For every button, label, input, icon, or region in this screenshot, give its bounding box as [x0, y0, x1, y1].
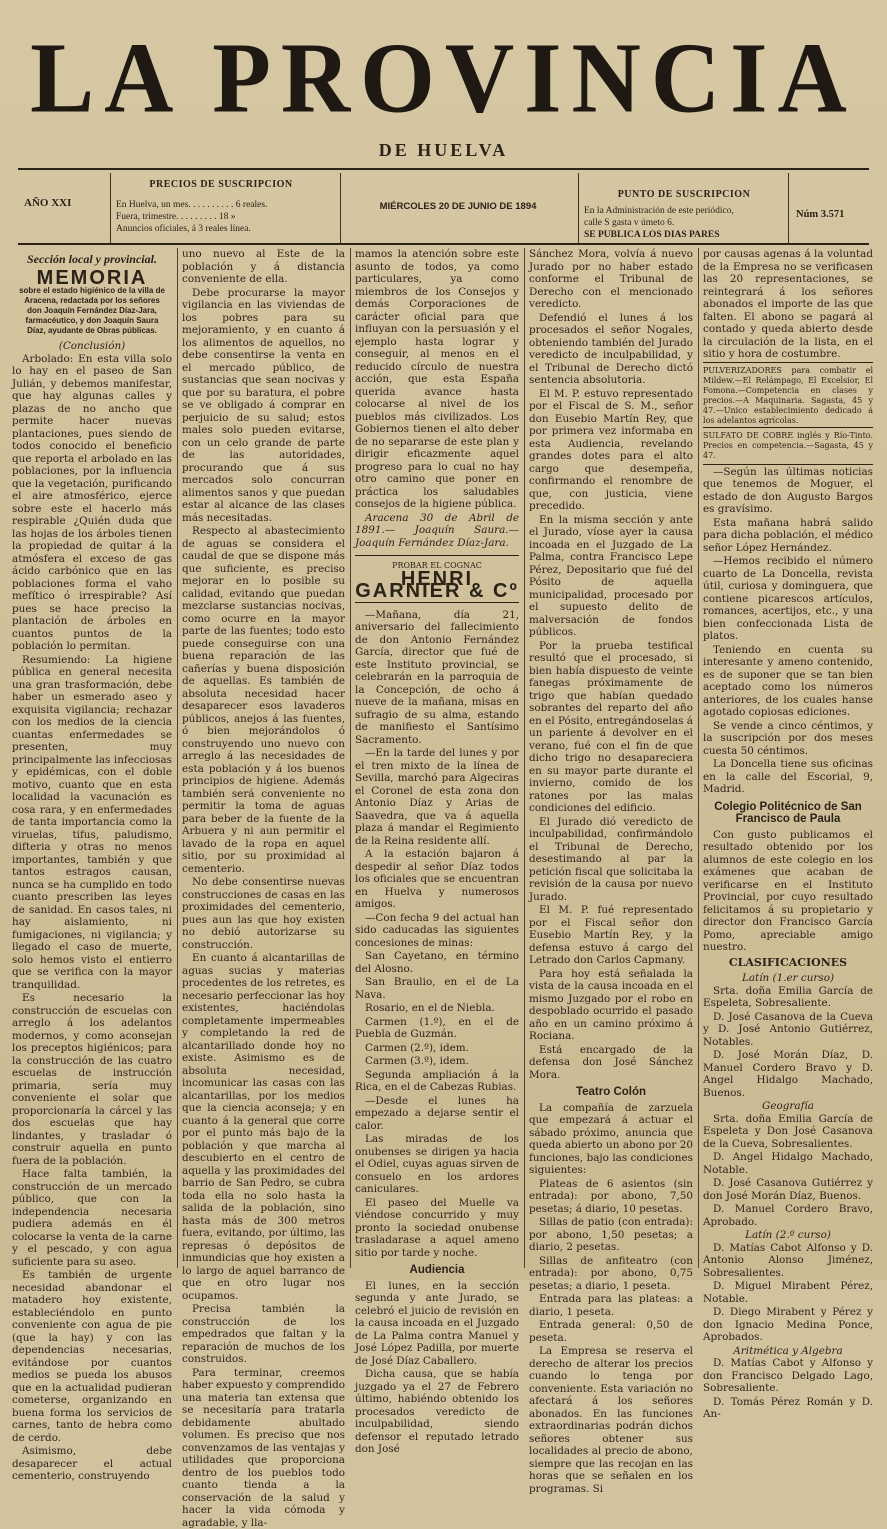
prices-line: En Huelva, un mes. . . . . . . . . . 6 reales.: [116, 199, 326, 211]
paragraph: Las miradas de los onubenses se dirigen ya hacia el Odiel, cuyas aguas sirven de consuelo en los ardores caniculares.: [355, 1133, 519, 1196]
ad-left-text: PROBAR EL COGNAC: [355, 560, 519, 573]
prices-line: Fuera, trimestre. . . . . . . . . 18 »: [116, 211, 326, 223]
memoria-title: MEMORIA: [12, 272, 172, 285]
paragraph: Entrada general: 0,50 de peseta.: [529, 1319, 693, 1344]
paragraph: mamos la atención sobre este asunto de todos, ya como particulares, ya como miembros de los Consejos y demás Corporaciones de carácter oficial para que influyan con la persuasión y el ejemplo hasta lograr y conseguir, al menos en el reducido círculo de nuestra acción, que esta España querida avance hasta colocarse al nivel de los pueblos más civilizados. Los Gobiernos tienen el alto deber de no separarse de este plan y dirigir eficazmente aquel progreso para lo cual no hay otro camino que poner en práctica los saludables consejos de la higiene pública.: [355, 248, 519, 511]
paragraph: Precisa también la construcción de los empedrados que faltan y la reparación de muchos de los construidos.: [182, 1303, 345, 1366]
paragraph: Es también de urgente necesidad abandonar el matadero hoy existente, estableciéndolo en punto conveniente con agua de pie (que la hay) y con las dependencias necesarias, evitándose por cuantos medios se pueda los abusos que en la actualidad pudieran cometerse, organizando en buena forma los servicios de carnes, tanto de hebra como de cerdo.: [12, 1269, 172, 1444]
list-item: Segunda ampliación á la Rica, en el de Cabezas Rubias.: [355, 1069, 519, 1094]
paragraph: uno nuevo al Este de la población y á distancia conveniente de ella.: [182, 248, 345, 286]
list-item: D. Angel Hidalgo Machado, Notable.: [703, 1151, 873, 1176]
column-1: [12, 248, 172, 1268]
divider: [340, 173, 341, 243]
paragraph: Debe procurarse la mayor vigilancia en las viviendas de los pobres para su mejoramiento, y en cuanto á los alimentos de aquellos, no debe consentirse la venta en el mercado público, de sustancias que sean nocivas y que por su baratura, el pobre se ve obligado á comprar en perjuicio de su salud; estos males solo pueden evitarse, con un celo grande de parte de las autoridades, procurando que á sus mercados solo concurran alimentos sanos y que puedan estar al alcance de las clases más necesitadas.: [182, 287, 345, 525]
point-line: En la Administración de este periódico,: [584, 205, 784, 217]
point-line: calle S gasta v úmeto 6.: [584, 217, 784, 229]
paragraph: En la misma sección y ante el Jurado, víose ayer la causa incoada en el Juzgado de La Palma, contra Francisco Lepe Pérez, Depositario que fué del Pósito de aquella municipalidad, procesado por el supuesto delito de malversación de fondos públicos.: [529, 514, 693, 639]
list-item: Carmen (1.º), en el de Puebla de Guzmán.: [355, 1016, 519, 1041]
paragraph: Sánchez Mora, volvía á nuevo Jurado por no haber estado conforme el Tribunal de Derecho con el mencionado veredicto.: [529, 248, 693, 311]
issue-date: MIÉRCOLES 20 DE JUNIO DE 1894: [353, 201, 563, 271]
list-item: D. Diego Mirabent y Pérez y don Ignacio Medina Ponce, Aprobados.: [703, 1306, 873, 1344]
subject-heading: Latín (1.er curso): [703, 972, 873, 985]
paragraph: Hace falta también, la construcción de un mercado público, que con la independencia necesaria pudiera además en él colocarse la venta de la carne y el pescado, y con agua suficiente para su aseo.: [12, 1168, 172, 1268]
paragraph: Plateas de 6 asientos (sin entrada): por abono, 7,50 pesetas; á diario, 10 pesetas.: [529, 1178, 693, 1216]
paragraph: El Jurado dió veredicto de inculpabilidad, confirmándolo el Tribunal de Derecho, desestimando al par la petición fiscal que solicitaba la revisión de la causa por nuevo Jurado.: [529, 816, 693, 904]
year-label: AÑO XXI: [24, 197, 109, 267]
column-4: [529, 248, 693, 1268]
audiencia-heading: Audiencia: [355, 1264, 519, 1277]
paragraph: Respecto al abastecimiento de aguas se considera el caudal de que se dispone más que suficiente, es preciso mejorar en lo posible su calidad, evitando que puedan mezclarse sustancias nocivas, como ocurre en la mayor parte de las fuentes; todo esto puede conseguirse con una buena reparación de las cañerías y buena disposición de aquellas. Es también de absoluta necesidad hacer desaparecer esos lavaderos públicos, anejos á las fuentes, ó bien mejorándolos ó construyendo uno nuevo con arreglo á las necesidades de esta población y á los buenos principios de higiene. Además también será conveniente no permitir la toma de aguas para beber de la fuente de la Arbuera y ni aun permitir el lavado de la ropa en aquel sitio, por su proximidad al cementerio.: [182, 525, 345, 875]
published-days: SE PUBLICA LOS DIAS PARES: [584, 229, 784, 241]
signature: Aracena 30 de Abril de 1891.— Joaquín Saura.—Joaquín Fernández Díaz-Jara.: [355, 512, 519, 550]
list-item: D. Manuel Cordero Bravo, Aprobado.: [703, 1203, 873, 1228]
paragraph: —Según las últimas noticias que tenemos de Moguer, el estado de don Augusto Bargos es gravísimo.: [703, 466, 873, 516]
sulfato-ad: SULFATO DE COBRE inglés y Río-Tinto. Precios en competencia.—Sagasta, 45 y 47.: [703, 427, 873, 465]
list-item: Rosario, en el de Niebla.: [355, 1002, 519, 1015]
paragraph: Asimismo, debe desaparecer el actual cementerio, construyendo: [12, 1445, 172, 1483]
divider: [110, 173, 111, 243]
prices-block: [116, 179, 326, 249]
section-title: Sección local y provincial.: [12, 253, 172, 266]
clasificaciones-heading: CLASIFICACIONES: [703, 957, 873, 970]
paragraph: La Doncella tiene sus oficinas en la calle del Escorial, 9, Madrid.: [703, 758, 873, 796]
paragraph: A la estación bajaron á despedir al señor Díaz todos los oficiales que se encuentran en Huelva y numerosos amigos.: [355, 848, 519, 911]
paragraph: El lunes, en la sección segunda y ante Jurado, se celebró el juicio de revisión en la causa incoada en el Juzgado de La Palma contra Manuel y José López Padilla, por muerte de José Díaz Caballero.: [355, 1280, 519, 1368]
list-item: Carmen (3.º), idem.: [355, 1055, 519, 1068]
masthead-subtitle: DE HUELVA: [0, 140, 887, 161]
column-3: [355, 248, 519, 1268]
paragraph: En cuanto á alcantarillas de aguas sucias y materias procedentes de los retretes, es necesario perfeccionar las hoy existentes, haciéndolas completamente impermeables y completando la red de alcantarillado donde hoy no existe. Asimismo es de absoluta necesidad, incomunicar las casas con las alcantarillas, por los medios que la ciencia aconseja; y en cuanto á la general que corre por el punto más bajo de la población y que marcha al descubierto en el centro de aquella y las proximidades del barrio de San Pedro, se cubra toda ella no solo hasta la salida de la población, sino hasta más de 300 metros fuera, evitando, por último, las represas ó depósitos de inmundicias que hoy existen a lo largo de aquel barranco de que en otro lugar nos ocupamos.: [182, 952, 345, 1302]
paragraph: Sillas de anfiteatro (con entrada): por abono, 0,75 pesetas; a diario, 1 peseta.: [529, 1255, 693, 1293]
columns: [12, 248, 880, 1268]
paragraph: Para hoy está señalada la vista de la causa incoada en el mismo Juzgado por el robo en despoblado ocurrido el pasado año en un camino próximo á Rociana.: [529, 968, 693, 1043]
ad-brand: HENRI GARNIER & Cº: [355, 573, 519, 598]
column-divider: [698, 248, 699, 1268]
paragraph: Para terminar, creemos haber expuesto y comprendido una materia tan extensa que se necesitaría para tratarla debidamente abultado volumen. Es preciso que nos convenzamos de las ventajas y utilidades que proporciona dentro de los pueblos todo cuanto tienda a la conservación de la salud y hacer la vida cómoda y agradable, y lla-: [182, 1367, 345, 1529]
issue-number: Núm 3.571: [796, 209, 866, 279]
pulverizadores-ad: PULVERIZADORES para combatir el Mildew.—El Relámpago, El Excelsior, El Fomona.—Competencia en clases y precios.—A Maquinaria. Sagasta, 45 y 47.—Unico establecimiento dedicado á los adelantos agrícolas.: [703, 362, 873, 426]
list-item: D. Miguel Mirabent Pérez, Notable.: [703, 1280, 873, 1305]
paragraph: Sillas de patio (con entrada): por abono, 1,50 pesetas; a diario, 2 pesetas.: [529, 1216, 693, 1254]
paragraph: El M. P. fué representado por el Fiscal señor don Eusebio Martín Rey, y la defensa estuvo á cargo del Letrado don Carlos Capmany.: [529, 904, 693, 967]
column-2: [182, 248, 345, 1268]
paragraph: Está encargado de la defensa don José Sánchez Mora.: [529, 1044, 693, 1082]
paragraph: Teniendo en cuenta su interesante y ameno contenido, es de suponer que se tan bien aceptado como los números anteriores, de los cuales hanse agotado copiosas ediciones.: [703, 644, 873, 719]
paragraph: —Mañana, día 21, aniversario del fallecimiento de don Antonio Fernández García, director que fué de este Instituto provincial, se celebrarán en la parroquia de la Concepción, de ocho á nueve de la mañana, misas en sufragio de su alma, estando de manifiesto el Santísimo Sacramento.: [355, 609, 519, 747]
point-title: PUNTO DE SUSCRIPCION: [584, 189, 784, 201]
memoria-subtitle: sobre el estado higiénico de la villa de Aracena, redactada por los señores don Joaquín Fernández Díaz-Jara, farmacéutico, y don Joaquín Saura Díaz, ayudante de Obras públicas.: [16, 286, 168, 336]
subject-heading: Latín (2.º curso): [703, 1229, 873, 1242]
prices-line: Anuncios oficiales, á 3 reales línea.: [116, 223, 326, 235]
paragraph: El paseo del Muelle va viéndose concurrido y muy pronto la sociedad onubense trasladarase a aquel ameno sitio por tarde y noche.: [355, 1197, 519, 1260]
divider: [788, 173, 789, 243]
divider: [578, 173, 579, 243]
paragraph: Esta mañana habrá salido para dicha población, el médico señor López Hernández.: [703, 517, 873, 555]
column-divider: [350, 248, 351, 1268]
paragraph: —En la tarde del lunes y por el tren mixto de la línea de Sevilla, marchó para Algeciras el Coronel de esta zona don Antonio Díaz y Arias de Saavedra, que va á aquella plaza á mandar el Regimiento de la Reina residente allí.: [355, 747, 519, 847]
teatro-heading: Teatro Colón: [529, 1086, 693, 1099]
paragraph: La compañía de zarzuela que empezará á actuar el sábado próximo, anuncia que queda abierto un abono por 20 funciones, bajo las condiciones siguientes:: [529, 1102, 693, 1177]
list-item: D. Matías Cabot y Alfonso y don Francisco Delgado Lago, Sobresaliente.: [703, 1357, 873, 1395]
column-5: [703, 248, 873, 1268]
paragraph: El M. P. estuvo representado por el Fiscal de S. M., señor don Eusebio Martín Rey, que por primera vez informaba en esta Audiencia, revelando grandes dotes para el alto cargo que desempeña, confirmando el renombre de que, con justicia, viene precedido.: [529, 388, 693, 513]
paragraph: Entrada para las plateas: a diario, 1 peseta.: [529, 1293, 693, 1318]
paragraph: —Hemos recibido el número cuarto de La Doncella, revista útil, curiosa y dominguera, que contiene picarescos artículos, romances, acertijos, etc., y una bien confeccionada Lista de platos.: [703, 555, 873, 643]
colegio-heading: Colegio Politécnico de San Francisco de Paula: [703, 801, 873, 826]
subject-heading: Aritmética y Algebra: [703, 1345, 873, 1358]
list-item: San Cayetano, en término del Alosno.: [355, 950, 519, 975]
list-item: Carmen (2.º), idem.: [355, 1042, 519, 1055]
list-item: D. José Morán Díaz, D. Manuel Cordero Bravo y D. Angel Hidalgo Machado, Buenos.: [703, 1049, 873, 1099]
paragraph: —Desde el lunes ha empezado a dejarse sentir el calor.: [355, 1095, 519, 1133]
column-divider: [177, 248, 178, 1268]
list-item: D. Tomás Pérez Román y D. An-: [703, 1396, 873, 1421]
list-item: Srta. doña Emilia García de Espeleta, Sobresaliente.: [703, 985, 873, 1010]
info-bar: [18, 173, 869, 247]
paragraph: Dicha causa, que se había juzgado ya el 27 de Febrero último, habiéndo obtenido los procesados veredicto de inculpabilidad, siendo defensor el reputado letrado don José: [355, 1368, 519, 1456]
paragraph: Defendió el lunes á los procesados el señor Nogales, obteniendo también del Jurado veredicto de inculpabilidad, y el Tribunal de Derecho dictó sentencia absolutoria.: [529, 312, 693, 387]
paragraph: —Con fecha 9 del actual han sido caducadas las siguientes concesiones de minas:: [355, 912, 519, 950]
conclusion-label: (Conclusión): [12, 340, 172, 353]
paragraph: La Empresa se reserva el derecho de alterar los precios cuando lo tenga por conveniente. Esta variación no afectará á los señores abonados. En las funciones extraordinarias podrán dichos señores obtener sus localidades al precio de abono, siempre que las recojan en las horas que se señalen en los programas. Si: [529, 1345, 693, 1495]
paragraph: Por la prueba testifical resultó que el procesado, si bien había dispuesto de veinte fanegas próximamente de trigo que habían quedado sobrantes del reparto del año en el Pósito, entregándoselas á un pariente á devolver en el verano, fué con el fin de que dicho trigo no desapareciera en su mayor parte durante el invierno, comido de los ratones por las malas condiciones del edificio.: [529, 640, 693, 815]
list-item: D. José Casanova de la Cueva y D. José Antonio Gutiérrez, Notables.: [703, 1011, 873, 1049]
cognac-ad: [355, 555, 519, 603]
paragraph: Es necesario la construcción de escuelas con arreglo á los adelantos modernos, y como aconsejan los preceptos higiénicos; para la construcción de las cuatro escuelas de instrucción primaria, sería muy conveniente el solar que proporcionaría la cárcel y las dos escuelas que hay lindantes, y trasladar ó construir aquella en punto fuera de la población.: [12, 992, 172, 1167]
list-item: San Braulio, en el de La Nava.: [355, 976, 519, 1001]
masthead-title: LA PROVINCIA: [0, 26, 887, 131]
top-rule: [18, 168, 869, 170]
list-item: D. Matías Cabot Alfonso y D. Antonio Alonso Jiménez, Sobresalientes.: [703, 1242, 873, 1280]
paragraph: Con gusto publicamos el resultado obtenido por los alumnos de este colegio en los exámenes que acaban de verificarse en el Instituto Provincial, por cuyo resultado felicitamos á su propietario y director don Francisco García Pomo, apreciable amigo nuestro.: [703, 829, 873, 954]
paragraph: No debe consentirse nuevas construcciones de casas en las proximidades del cementerio, pues aun las que hoy existen no debió autorizarse su construcción.: [182, 876, 345, 951]
prices-title: PRECIOS DE SUSCRIPCION: [116, 179, 326, 191]
list-item: D. José Casanova Gutiérrez y don José Morán Díaz, Buenos.: [703, 1177, 873, 1202]
paragraph: por causas agenas á la voluntad de la Empresa no se verificasen las 20 representaciones, se reintegrará á los señores abonados el importe de las que falten. El abono se pagará al contado y queda abierto desde la circulación de la lista, en el sitio y hora de costumbre.: [703, 248, 873, 361]
paragraph: Se vende a cinco céntimos, y la suscripción por dos meses cuesta 50 céntimos.: [703, 720, 873, 758]
paragraph: Resumiendo: La higiene pública en general necesita una gran trasformación, debe haber un esmerado aseo y exquisita vigilancia; rechazar con los medios de la ciencia cuantas enfermedades se presenten, muy principalmente las infecciosas y epidémicas, con el doble motivo, cuanto que en esta localidad la vacunación es cosa rara, y en enfermedades de tanta importancia como la viruelas, tifus, paludismo, difteria y otras no menos importantes, también y que tantos estragos causan, nunca se ha cumplido en todo cuanto prescriben las leyes de sanidad. En casos tales, ni hay aislamiento, ni fumigaciones, ni vigilancia; y llegado el caso de muerte, solo hemos visto el entierro que se verifica con la mayor tranquilidad.: [12, 654, 172, 992]
list-item: Srta. doña Emilia García de Espeleta y Don José Casanova de la Cueva, Sobresalientes.: [703, 1113, 873, 1151]
subject-heading: Geografía: [703, 1100, 873, 1113]
column-divider: [524, 248, 525, 1268]
bottom-rule: [18, 243, 869, 245]
paragraph: Arbolado: En esta villa solo lo hay en el paseo de San Julián, y debemos manifestar, que hay algunas calles y plazas de no ancho que permite hacer nuevas plantaciones, pues siendo de todos conocido el beneficio que reporta el arbolado en las poblaciones, por la influencia que la vegetación, purificando el aire atmosférico, ejerce sobre este el hacerlo más respirable ¿Quién duda que las hojas de los árboles tienen la propiedad de quitar á la atmósfera el exceso de gas ácido carbónico que en las poblaciones forma el vaho mefítico ó irrespirable? Así pues se hace preciso la plantación de árboles en cuantos puntos de la población lo permitan.: [12, 353, 172, 653]
